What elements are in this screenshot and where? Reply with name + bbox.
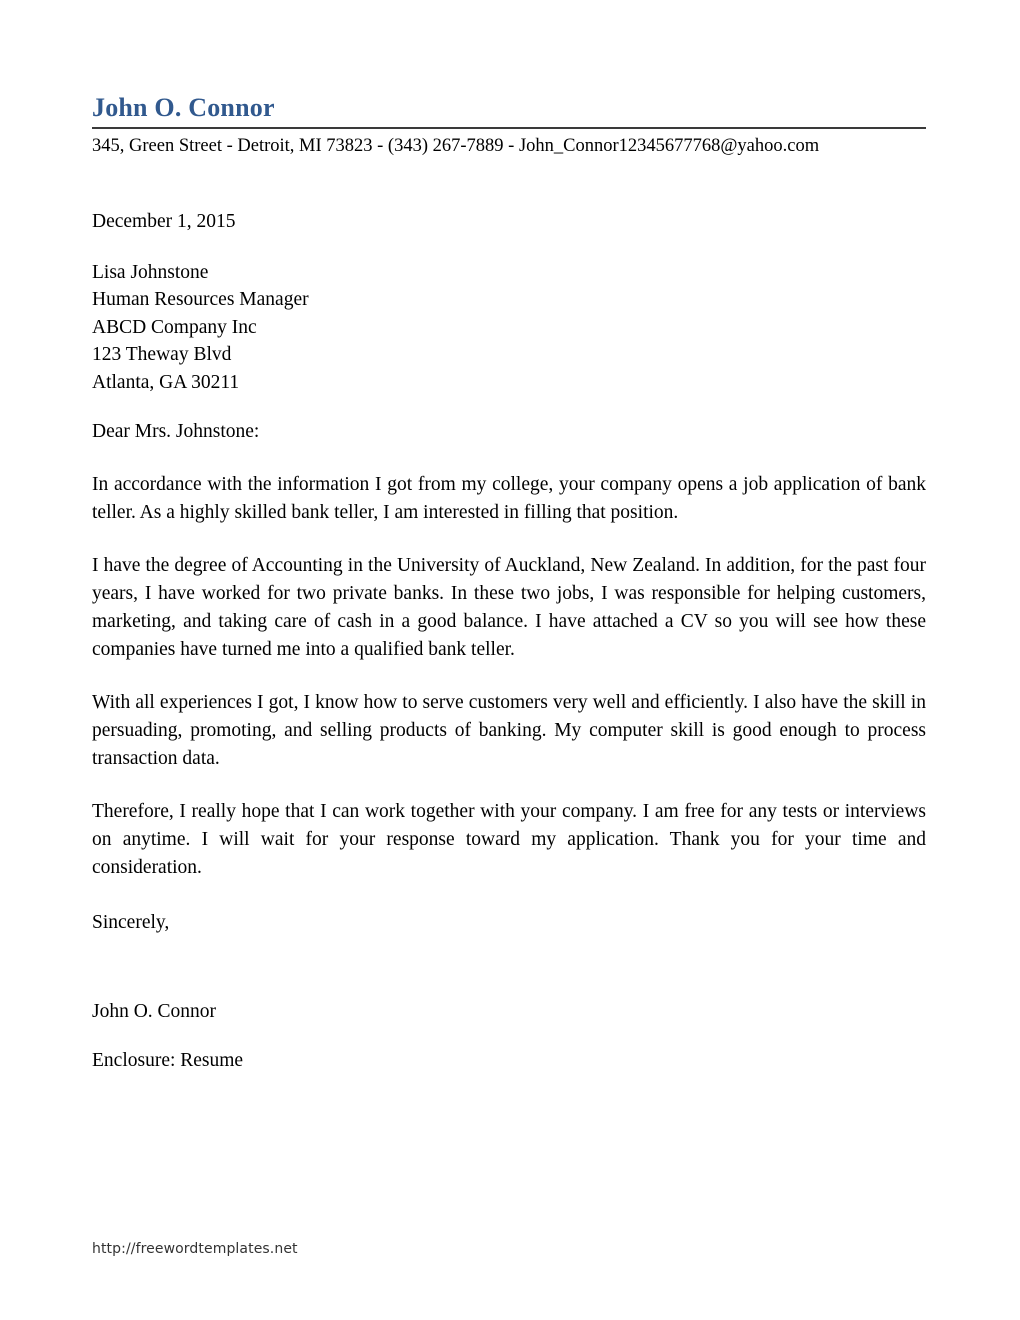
letter-content [92, 0, 926, 1074]
salutation: Dear Mrs. Johnstone: [92, 421, 260, 443]
body-paragraph-4: Therefore, I really hope that I can work together with your company. I am free for any tests or interviews on anytime. I will wait for your response toward my application. Thank you for your time and consideration. [92, 801, 926, 879]
closing-salutation: Sincerely, [92, 911, 170, 933]
sender-name-heading: John O. Connor [92, 93, 275, 122]
recipient-company: ABCD Company Inc [92, 316, 257, 338]
recipient-address-block [92, 235, 926, 396]
recipient-street: 123 Theway Blvd [92, 344, 232, 366]
sender-contact-line: 345, Green Street - Detroit, MI 73823 - (343) 267-7889 - John_Connor12345677768@yahoo.com [92, 135, 820, 156]
letterhead [92, 0, 926, 159]
recipient-title: Human Resources Manager [92, 289, 309, 311]
enclosure-note: Enclosure: Resume [92, 1050, 244, 1072]
signature-name: John O. Connor [92, 1000, 217, 1022]
body-paragraph-2: I have the degree of Accounting in the University of Auckland, New Zealand. In addition, for the past four years, I have worked for two private banks. In these two jobs, I was responsible for helping customers, marketing, and taking care of cash in a good balance. I have attached a CV so you will see how these companies have turned me into a qualified bank teller. [92, 554, 926, 660]
recipient-name: Lisa Johnstone [92, 261, 209, 283]
footer-url[interactable]: http://freewordtemplates.net [92, 1241, 298, 1257]
body-paragraph-1: In accordance with the information I got from my college, your company opens a job application of bank teller. As a highly skilled bank teller, I am interested in filling that position. [92, 473, 926, 523]
page-footer [92, 1241, 298, 1257]
recipient-city-state-zip: Atlanta, GA 30211 [92, 371, 240, 393]
body-paragraph-3: With all experiences I got, I know how to serve customers very well and efficiently. I also have the skill in persuading, promoting, and selling products of banking. My computer skill is good enough to process transaction data. [92, 692, 926, 770]
letter-date: December 1, 2015 [92, 210, 236, 232]
